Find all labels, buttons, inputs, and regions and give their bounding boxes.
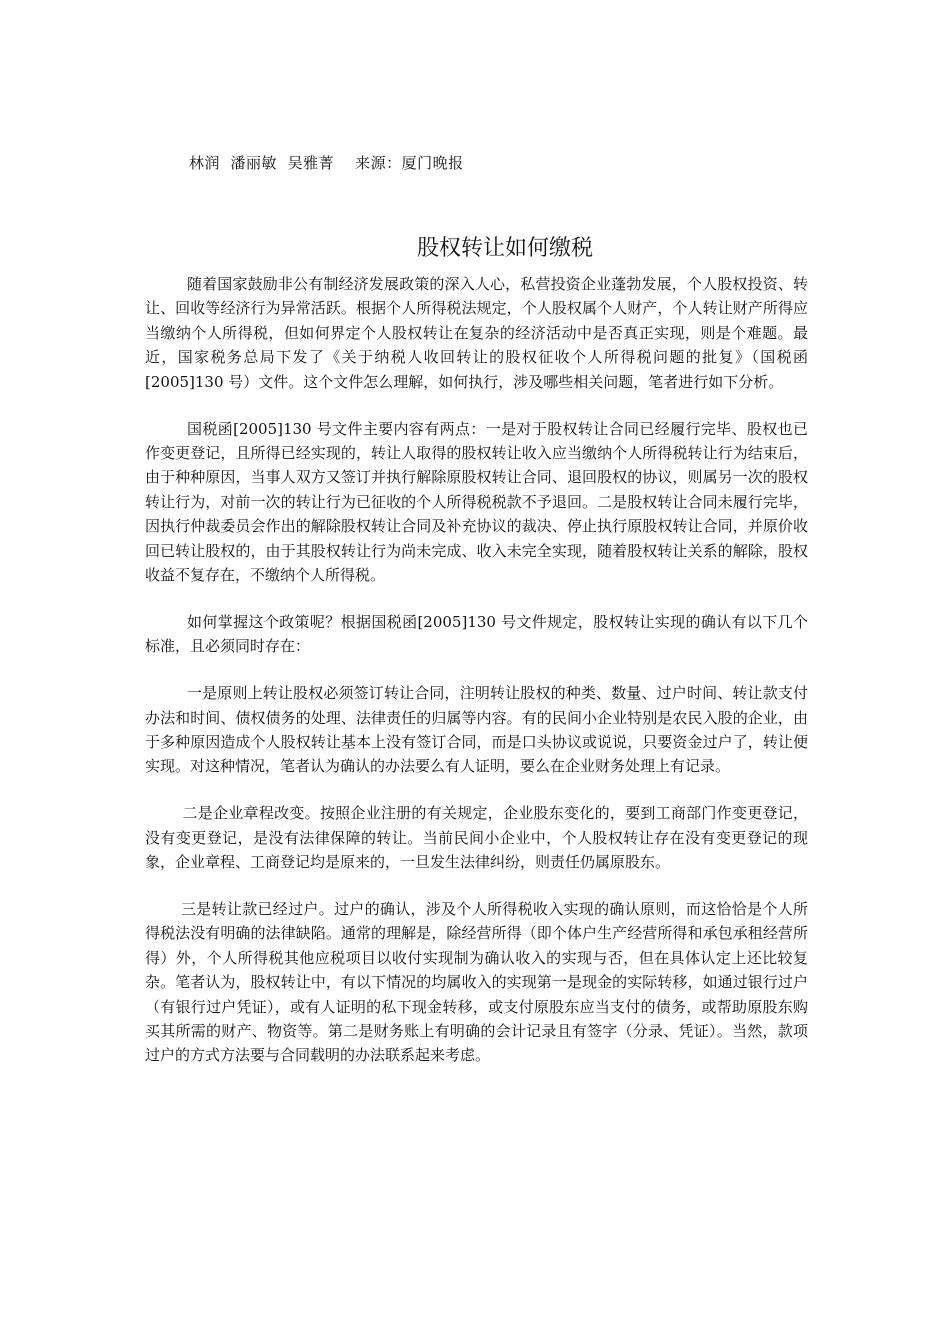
paragraph-standard-one: 一是原则上转让股权必须签订转让合同，注明转让股权的种类、数量、过户时间、转让款支付办法和时间、债权债务的处理、法律责任的归属等内容。有的民间小企业特别是农民入股的企业，由于多种原因造成个人股权转让基本上没有签订合同，而是口头协议或说说，只要资金过户了，转让便实现。对这种情况，笔者认为确认的办法要么有人证明，要么在企业财务处理上有记录。 xyxy=(145,684,808,776)
paragraph-standard-three: 三是转让款已经过户。过户的确认，涉及个人所得税收入实现的确认原则，而这恰恰是个人所得税法没有明确的法律缺陷。通常的理解是，除经营所得（即个体户生产经营所得和承包承租经营所得）外，个人所得税其他应税项目以收付实现制为确认收入的实现与否，但在具体认定上还比较复杂。笔者认为，股权转让中，有以下情况的均属收入的实现第一是现金的实际转移，如通过银行过户（有银行过户凭证），或有人证明的私下现金转移，或支付原股东应当支付的债务，或帮助原股东购买其所需的财产、物资等。第二是财务账上有明确的会计记录且有签字（分录、凭证）。当然，款项过户的方式方法要与合同载明的办法联系起来考虑。 xyxy=(145,900,808,1065)
paragraph-intro: 随着国家鼓励非公有制经济发展政策的深入人心，私营投资企业蓬勃发展，个人股权投资、转让、回收等经济行为异常活跃。根据个人所得税法规定，个人股权属个人财产，个人转让财产所得应当缴纳个人所得税，但如何界定个人股权转让在复杂的经济活动中是否真正实现，则是个难题。最近，国家税务总局下发了《关于纳税人收回转让的股权征收个人所得税问题的批复》（国税函[2005]130 号）文件。这个文件怎么理解，如何执行，涉及哪些相关问题，笔者进行如下分析。 xyxy=(145,275,808,391)
article-body xyxy=(145,272,808,1090)
paragraph-standard-two: 二是企业章程改变。按照企业注册的有关规定，企业股东变化的，要到工商部门作变更登记，没有变更登记，是没有法律保障的转让。当前民间小企业中，个人股权转让存在没有变更登记的现象，企业章程、工商登记均是原来的，一旦发生法律纠纷，则责任仍属原股东。 xyxy=(145,804,808,872)
paragraph-document-content: 国税函[2005]130 号文件主要内容有两点：一是对于股权转让合同已经履行完毕、股权也已作变更登记，且所得已经实现的，转让人取得的股权转让收入应当缴纳个人所得税转让行为结束后，由于种种原因，当事人双方又签订并执行解除原股权转让合同、退回股权的协议，则属另一次的股权转让行为，对前一次的转让行为已征收的个人所得税税款不予退回。二是股权转让合同未履行完毕，因执行仲裁委员会作出的解除股权转让合同及补充协议的裁决、停止执行原股权转让合同，并原价收回已转让股权的，由于其股权转让行为尚未完成、收入未完全实现，随着股权转让关系的解除，股权收益不复存在，不缴纳个人所得税。 xyxy=(145,419,808,584)
byline: 林润 潘丽敏 吴雅菁 来源：厦门晚报 xyxy=(189,154,464,172)
paragraph-policy-standards: 如何掌握这个政策呢？根据国税函[2005]130 号文件规定，股权转让实现的确认有以下几个标准，且必须同时存在： xyxy=(145,612,808,656)
article-title: 股权转让如何缴税 xyxy=(416,236,593,261)
